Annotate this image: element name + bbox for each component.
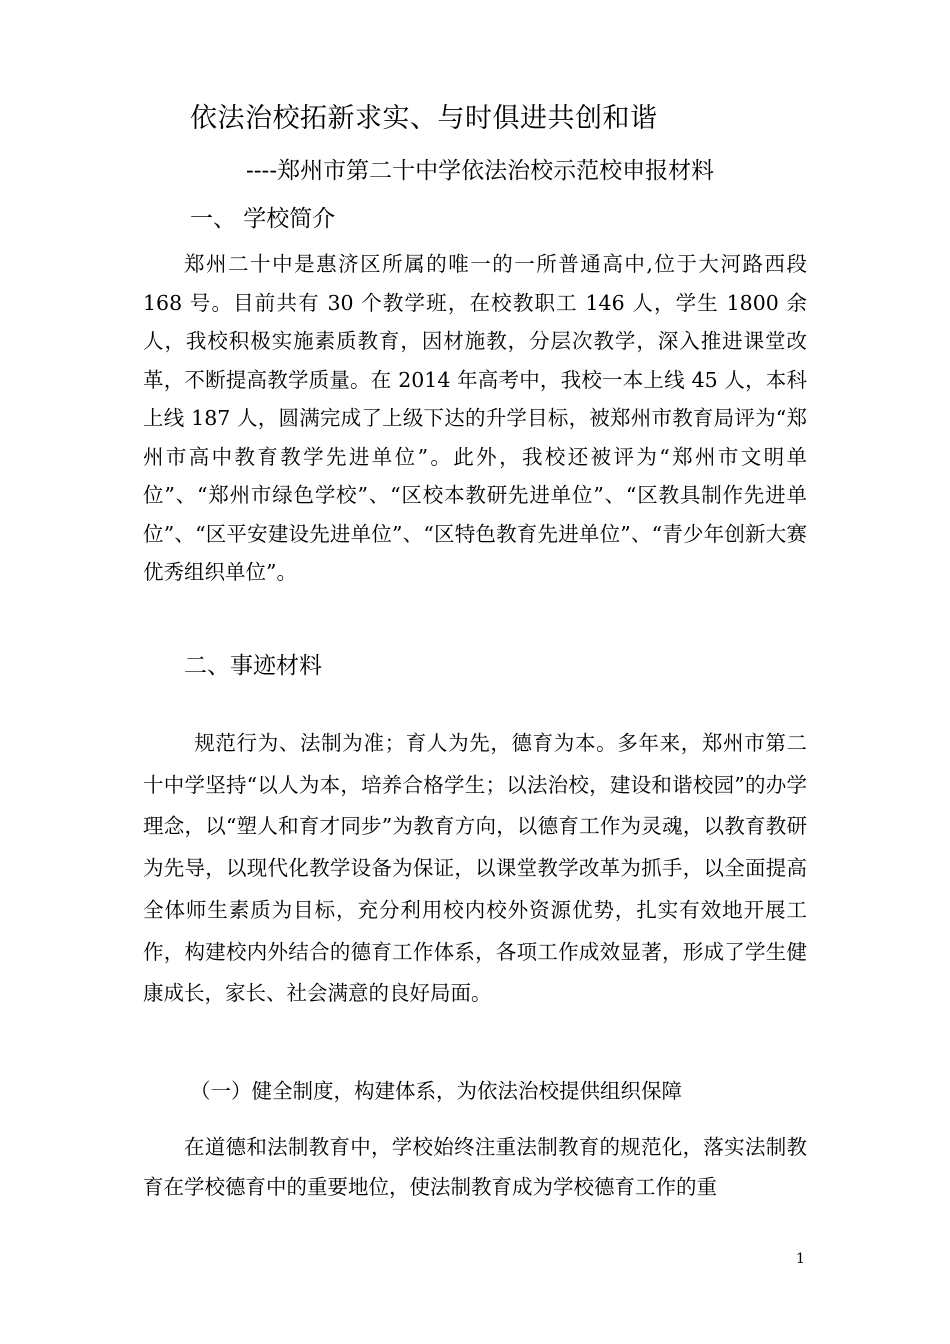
section-heading-achievements: 二、事迹材料 xyxy=(184,653,322,679)
document-subtitle: ----郑州市第二十中学依法治校示范校申报材料 xyxy=(246,158,715,184)
page-number: 1 xyxy=(796,1251,805,1267)
achievements-paragraph: 规范行为、法制为准；育人为先，德育为本。多年来，郑州市第二十中学坚持“以人为本，培养合格学生；以法治校，建设和谐校园”的办学理念，以“塑人和育才同步”为教育方向，以德育工作为灵魂，以教育教研为先导，以现代化教学设备为保证，以课堂教学改革为抓手，以全面提高全体师生素质为目标，充分利用校内校外资源优势，扎实有效地开展工作，构建校内外结合的德育工作体系，各项工作成效显著，形成了学生健康成长，家长、社会满意的良好局面。 xyxy=(143,731,807,1006)
school-intro-paragraph: 郑州二十中是惠济区所属的唯一的一所普通高中,位于大河路西段 168 号。目前共有 30 个教学班，在校教职工 146 人，学生 1800 余人，我校积极实施素质教育，因材施教，分层次教学，深入推进课堂改革，不断提高教学质量。在 2014 年高考中，我校一本上线 45 人，本科上线 187 人，圆满完成了上级下达的升学目标，被郑州市教育局评为“郑州市高中教育教学先进单位”。此外，我校还被评为“郑州市文明单位”、“郑州市绿色学校”、“区校本教研先进单位”、“区教具制作先进单位”、“区平安建设先进单位”、“区特色教育先进单位”、“青少年创新大赛优秀组织单位”。 xyxy=(143,252,807,584)
subsection-heading-system: （一）健全制度，构建体系，为依法治校提供组织保障 xyxy=(190,1079,682,1103)
section-heading-school-intro: 一、 学校简介 xyxy=(190,206,336,232)
system-paragraph: 在道德和法制教育中，学校始终注重法制教育的规范化，落实法制教育在学校德育中的重要地位，使法制教育成为学校德育工作的重 xyxy=(143,1135,807,1199)
document-title: 依法治校拓新求实、与时俱进共创和谐 xyxy=(190,103,658,134)
